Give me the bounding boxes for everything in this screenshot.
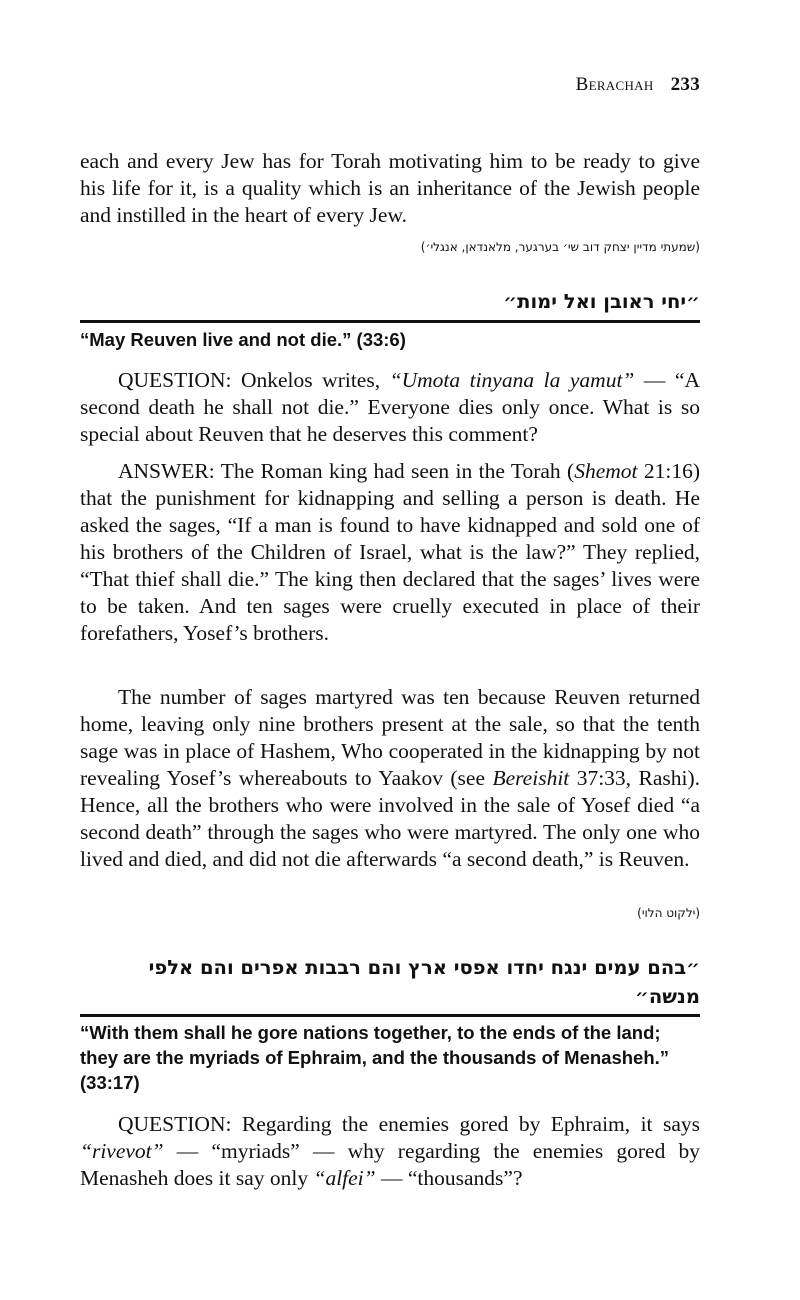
explanation-italic: Bereishit — [492, 766, 570, 790]
explanation-text-rest: 37:33, Rashi). Hence, all the brothers who were involved in the sale of Yosef died “a second death” through the sages who were martyred. The only one who lived and died, and did not die afterwards “a second death,” is Reuven. — [80, 766, 700, 871]
section2-question — [80, 1111, 700, 1192]
question-text: QUESTION: Onkelos writes, — [118, 368, 390, 392]
section1-answer — [80, 458, 700, 647]
answer-text-rest: 21:16) that the punishment for kidnapping and selling a person is death. He asked the sages, “If a man is found to have kidnapped and sold one of his brothers of the Children of Israel, what is the law?” They replied, “That thief shall die.” The king then declared that the sages’ lives were to be taken. And ten sages were cruelly executed in place of their forefathers, Yosef’s brothers. — [80, 459, 700, 645]
section1-hebrew-heading: ״יחי ראובן ואל ימות״ — [503, 290, 700, 313]
question-text-rest: — “A second death he shall not die.” Everyone dies only once. What is so special about Reuven that he deserves this comment? — [80, 368, 700, 446]
section2-hebrew-heading-line1: ״בהם עמים ינגח יחדו אפסי ארץ והם רבבות אפרים והם אלפי — [148, 956, 700, 979]
question2-text-mid: — “myriads” — why regarding the enemies gored by Menasheh does it say only — [80, 1139, 700, 1190]
question2-italic-2: “alfei” — [313, 1166, 376, 1190]
section1-question — [80, 367, 700, 448]
section2-rule — [80, 1014, 700, 1017]
question-italic: “Umota tinyana la yamut” — [389, 368, 635, 392]
running-head-title: Berachah — [575, 74, 654, 95]
question2-text-rest: — “thousands”? — [375, 1166, 523, 1190]
question2-text: QUESTION: Regarding the enemies gored by Ephraim, it says — [118, 1112, 700, 1136]
section1-source: (ילקוט הלוי) — [637, 906, 700, 920]
answer-italic: Shemot — [574, 459, 638, 483]
section1-english-heading: “May Reuven live and not die.” (33:6) — [80, 329, 406, 350]
section1-explanation — [80, 684, 700, 873]
intro-paragraph: each and every Jew has for Torah motivating him to be ready to give his life for it, is a quality which is an inheritance of the Jewish people and instilled in the heart of every Jew. — [80, 149, 700, 227]
running-head — [576, 74, 700, 96]
section2-english-heading: “With them shall he gore nations together, to the ends of the land; they are the myriads of Ephraim, and the thousands of Menasheh.” (33:17) — [80, 1022, 670, 1093]
question2-italic-1: “rivevot” — [80, 1139, 164, 1163]
page-number: 233 — [670, 74, 700, 95]
explanation-text: The number of sages martyred was ten because Reuven returned home, leaving only nine brothers present at the sale, so that the tenth sage was in place of Hashem, Who cooperated in the kidnapping by not revealing Yosef’s whereabouts to Yaakov (see — [80, 685, 700, 790]
section1-rule — [80, 320, 700, 323]
intro-source: (שמעתי מדיין יצחק דוב שי׳ בערגער, מלאנדאן, אנגלי׳) — [420, 240, 700, 254]
section2-hebrew-heading-line2: מנשה״ — [635, 985, 700, 1008]
answer-text: ANSWER: The Roman king had seen in the Torah ( — [118, 459, 575, 483]
